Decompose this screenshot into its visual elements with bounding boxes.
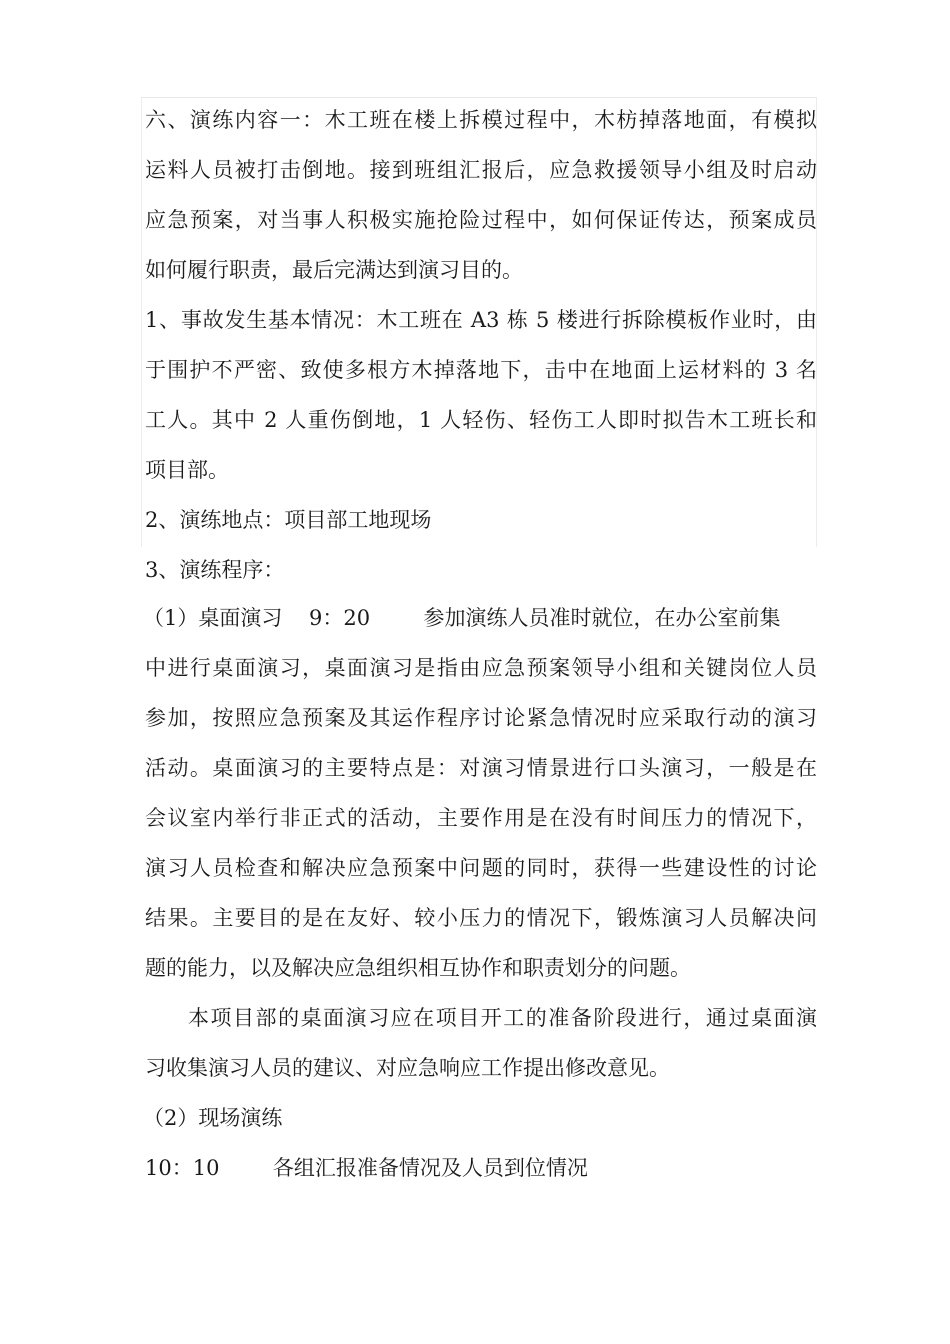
paragraph-line: 会议室内举行非正式的活动，主要作用是在没有时间压力的情况下， [145,806,817,830]
paragraph-line: 于围护不严密、致使多根方木掉落地下，击中在地面上运材料的 3 名 [145,358,817,382]
paragraph-line: 项目部。 [145,458,229,482]
schedule-line: 10：10 各组汇报准备情况及人员到位情况 [145,1156,588,1180]
paragraph-line: 习收集演习人员的建议、对应急响应工作提出修改意见。 [145,1056,670,1080]
paragraph-line: 1、事故发生基本情况：木工班在 A3 栋 5 楼进行拆除模板作业时，由 [145,308,817,332]
section-heading: （2）现场演练 [143,1106,283,1130]
section-heading: 2、演练地点：项目部工地现场 [145,508,432,532]
paragraph-line: 本项目部的桌面演习应在项目开工的准备阶段进行，通过桌面演 [188,1006,817,1030]
paragraph-line: 演习人员检查和解决应急预案中问题的同时，获得一些建设性的讨论 [145,856,817,880]
paragraph-line: （1）桌面演习 9：20 参加演练人员准时就位，在办公室前集 [143,606,781,630]
paragraph-line: 参加，按照应急预案及其运作程序讨论紧急情况时应采取行动的演习 [145,706,817,730]
section-heading: 3、演练程序： [145,558,285,582]
paragraph-line: 工人。其中 2 人重伤倒地，1 人轻伤、轻伤工人即时拟告木工班长和 [145,408,817,432]
paragraph-line: 结果。主要目的是在友好、较小压力的情况下，锻炼演习人员解决问 [145,906,817,930]
paragraph-line: 中进行桌面演习，桌面演习是指由应急预案领导小组和关键岗位人员 [145,656,817,680]
paragraph-line: 如何履行职责，最后完满达到演习目的。 [145,258,523,282]
paragraph-line: 应急预案，对当事人积极实施抢险过程中，如何保证传达，预案成员 [145,208,817,232]
paragraph-line: 活动。桌面演习的主要特点是：对演习情景进行口头演习，一般是在 [145,756,817,780]
paragraph-line: 运料人员被打击倒地。接到班组汇报后，应急救援领导小组及时启动 [145,158,817,182]
paragraph-line: 六、演练内容一：木工班在楼上拆模过程中，木枋掉落地面，有模拟 [145,108,817,132]
paragraph-line: 题的能力，以及解决应急组织相互协作和职责划分的问题。 [145,956,691,980]
